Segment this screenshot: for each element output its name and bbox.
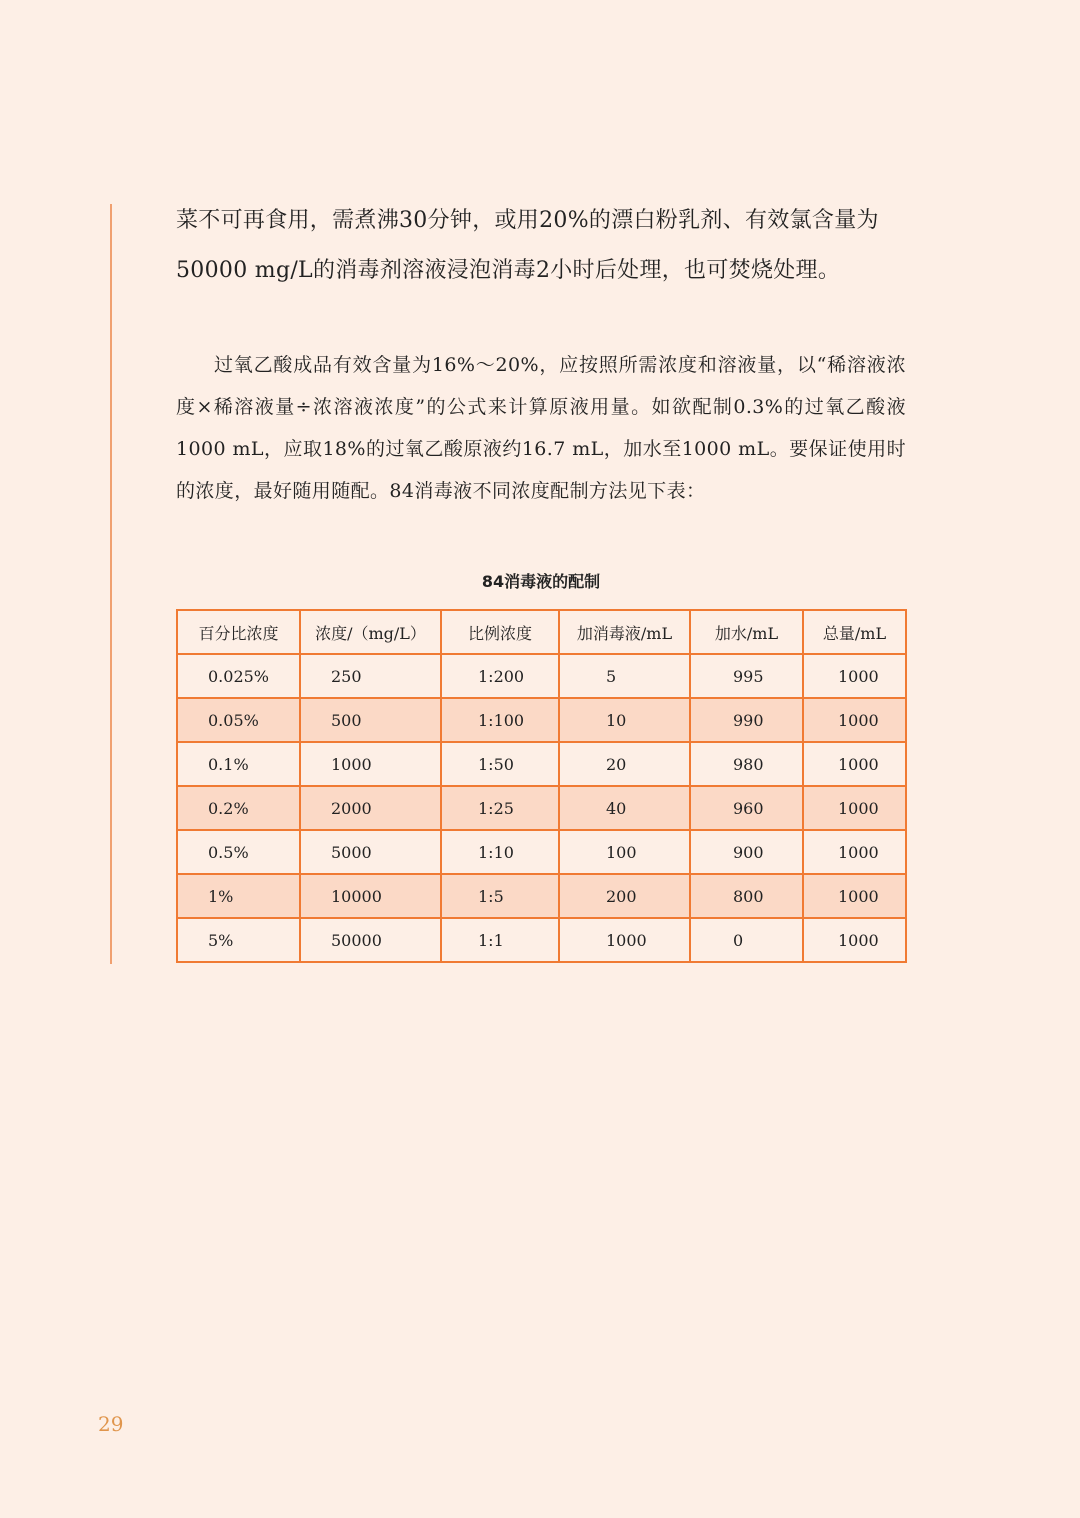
- cell-total-volume: 1000: [803, 830, 906, 874]
- table-row: [177, 654, 906, 698]
- header-concentration: 浓度/（mg/L）: [300, 610, 441, 654]
- cell-concentration: 5000: [300, 830, 441, 874]
- table-header-row: [177, 610, 906, 654]
- table-row: [177, 874, 906, 918]
- cell-concentration: 500: [300, 698, 441, 742]
- header-total-volume: 总量/mL: [803, 610, 906, 654]
- paragraph-1: 菜不可再食用，需煮沸30分钟，或用20%的漂白粉乳剂、有效氯含量为50000 mg/L的消毒剂溶液浸泡消毒2小时后处理，也可焚烧处理。: [176, 208, 879, 283]
- cell-percent: 5%: [177, 918, 300, 962]
- cell-disinfectant-volume: 10: [559, 698, 690, 742]
- cell-ratio: 1:5: [441, 874, 559, 918]
- cell-water-volume: 0: [690, 918, 803, 962]
- cell-disinfectant-volume: 40: [559, 786, 690, 830]
- disinfectant-mix-table: [176, 609, 907, 963]
- cell-percent: 1%: [177, 874, 300, 918]
- cell-percent: 0.05%: [177, 698, 300, 742]
- table-row: [177, 918, 906, 962]
- cell-water-volume: 980: [690, 742, 803, 786]
- cell-concentration: 2000: [300, 786, 441, 830]
- cell-ratio: 1:200: [441, 654, 559, 698]
- cell-disinfectant-volume: 20: [559, 742, 690, 786]
- cell-water-volume: 960: [690, 786, 803, 830]
- cell-water-volume: 990: [690, 698, 803, 742]
- cell-concentration: 50000: [300, 918, 441, 962]
- cell-total-volume: 1000: [803, 742, 906, 786]
- cell-total-volume: 1000: [803, 786, 906, 830]
- cell-disinfectant-volume: 100: [559, 830, 690, 874]
- cell-total-volume: 1000: [803, 698, 906, 742]
- cell-concentration: 1000: [300, 742, 441, 786]
- cell-water-volume: 800: [690, 874, 803, 918]
- table-row: [177, 698, 906, 742]
- page-number: 29: [98, 1412, 124, 1436]
- paragraph-2: 过氧乙酸成品有效含量为16%～20%，应按照所需浓度和溶液量，以“稀溶液浓度×稀溶液量÷浓溶液浓度”的公式来计算原液用量。如欲配制0.3%的过氧乙酸液1000 mL，应取18%的过氧乙酸原液约16.7 mL，加水至1000 mL。要保证使用时的浓度，最好随用随配。84消毒液不同浓度配制方法见下表：: [176, 354, 906, 502]
- cell-percent: 0.2%: [177, 786, 300, 830]
- cell-percent: 0.1%: [177, 742, 300, 786]
- cell-water-volume: 900: [690, 830, 803, 874]
- cell-ratio: 1:100: [441, 698, 559, 742]
- margin-rule: [110, 204, 112, 964]
- table-caption: 84消毒液的配制: [481, 572, 601, 591]
- cell-percent: 0.5%: [177, 830, 300, 874]
- cell-ratio: 1:25: [441, 786, 559, 830]
- cell-concentration: 10000: [300, 874, 441, 918]
- cell-ratio: 1:50: [441, 742, 559, 786]
- cell-water-volume: 995: [690, 654, 803, 698]
- cell-total-volume: 1000: [803, 918, 906, 962]
- cell-percent: 0.025%: [177, 654, 300, 698]
- table-row: [177, 786, 906, 830]
- cell-disinfectant-volume: 5: [559, 654, 690, 698]
- header-water-volume: 加水/mL: [690, 610, 803, 654]
- cell-disinfectant-volume: 1000: [559, 918, 690, 962]
- table-row: [177, 830, 906, 874]
- cell-total-volume: 1000: [803, 874, 906, 918]
- cell-ratio: 1:10: [441, 830, 559, 874]
- table-row: [177, 742, 906, 786]
- cell-disinfectant-volume: 200: [559, 874, 690, 918]
- cell-total-volume: 1000: [803, 654, 906, 698]
- header-ratio: 比例浓度: [441, 610, 559, 654]
- cell-concentration: 250: [300, 654, 441, 698]
- header-percent: 百分比浓度: [177, 610, 300, 654]
- cell-ratio: 1:1: [441, 918, 559, 962]
- header-disinfectant-volume: 加消毒液/mL: [559, 610, 690, 654]
